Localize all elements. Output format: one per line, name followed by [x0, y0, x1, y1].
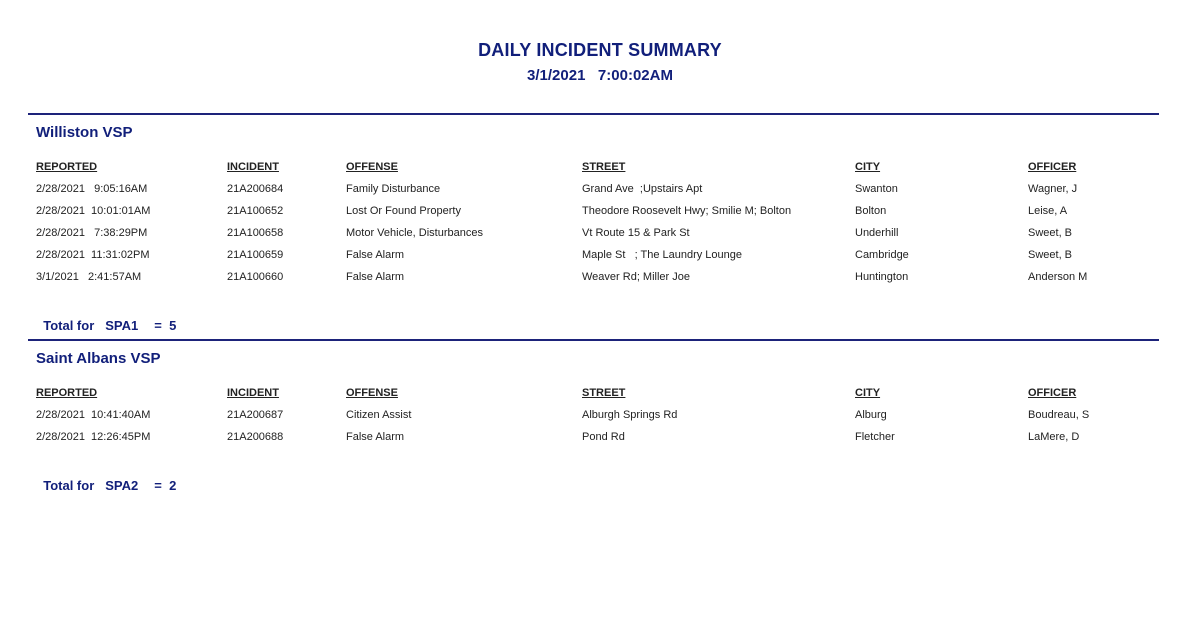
cell-city: Swanton	[855, 183, 898, 195]
cell-street: Theodore Roosevelt Hwy; Smilie M; Bolton	[582, 205, 792, 217]
col-header-reported: REPORTED	[36, 161, 98, 173]
section-divider	[28, 113, 1159, 115]
col-header-offense: OFFENSE	[346, 161, 398, 173]
cell-offense: Motor Vehicle, Disturbances	[346, 227, 483, 239]
col-header-incident: INCIDENT	[227, 387, 279, 399]
cell-offense: Lost Or Found Property	[346, 205, 461, 217]
col-header-officer: OFFICER	[1028, 161, 1077, 173]
cell-reported: 3/1/2021 2:41:57AM	[36, 271, 142, 283]
cell-incident: 21A200687	[227, 409, 284, 421]
cell-street: Grand Ave ;Upstairs Apt	[582, 183, 703, 195]
total-code: SPA1	[105, 318, 139, 333]
cell-reported: 2/28/2021 7:38:29PM	[36, 227, 148, 239]
cell-incident: 21A100652	[227, 205, 284, 217]
report-title: DAILY INCIDENT SUMMARY	[478, 40, 722, 60]
cell-officer: Sweet, B	[1028, 249, 1073, 261]
cell-reported: 2/28/2021 12:26:45PM	[36, 431, 151, 443]
cell-officer: Sweet, B	[1028, 227, 1073, 239]
table-row	[0, 429, 1200, 445]
cell-offense: Family Disturbance	[346, 183, 441, 195]
table-row	[0, 269, 1200, 285]
col-header-street: STREET	[582, 387, 626, 399]
section-title-saint-albans: Saint Albans VSP	[36, 350, 161, 367]
cell-reported: 2/28/2021 10:01:01AM	[36, 205, 151, 217]
cell-incident: 21A200684	[227, 183, 284, 195]
cell-reported: 2/28/2021 11:31:02PM	[36, 249, 150, 261]
section-divider	[28, 339, 1159, 341]
col-header-city: CITY	[855, 387, 881, 399]
section-title-williston: Williston VSP	[36, 124, 133, 141]
cell-city: Fletcher	[855, 431, 895, 443]
total-value: = 5	[154, 318, 177, 333]
cell-reported: 2/28/2021 10:41:40AM	[36, 409, 151, 421]
col-header-officer: OFFICER	[1028, 387, 1077, 399]
col-header-street: STREET	[582, 161, 626, 173]
table-row	[0, 247, 1200, 263]
cell-officer: LaMere, D	[1028, 431, 1080, 443]
cell-incident: 21A100659	[227, 249, 284, 261]
cell-street: Maple St ; The Laundry Lounge	[582, 249, 743, 261]
total-label: Total for	[43, 478, 95, 493]
table-row	[0, 407, 1200, 423]
col-header-reported: REPORTED	[36, 387, 98, 399]
col-header-city: CITY	[855, 161, 881, 173]
col-header-offense: OFFENSE	[346, 387, 398, 399]
cell-officer: Wagner, J	[1028, 183, 1078, 195]
cell-street: Alburgh Springs Rd	[582, 409, 678, 421]
cell-city: Huntington	[855, 271, 909, 283]
cell-city: Underhill	[855, 227, 899, 239]
table-row	[0, 181, 1200, 197]
cell-incident: 21A100660	[227, 271, 284, 283]
cell-incident: 21A200688	[227, 431, 284, 443]
cell-street: Weaver Rd; Miller Joe	[582, 271, 690, 283]
cell-street: Vt Route 15 & Park St	[582, 227, 690, 239]
cell-officer: Anderson M	[1028, 271, 1088, 283]
section-total	[36, 463, 176, 493]
cell-city: Bolton	[855, 205, 887, 217]
col-header-incident: INCIDENT	[227, 161, 279, 173]
table-row	[0, 203, 1200, 219]
section-total	[36, 303, 176, 333]
cell-reported: 2/28/2021 9:05:16AM	[36, 183, 148, 195]
table-row	[0, 225, 1200, 241]
cell-incident: 21A100658	[227, 227, 284, 239]
table-header	[0, 385, 1200, 401]
cell-city: Cambridge	[855, 249, 909, 261]
cell-street: Pond Rd	[582, 431, 625, 443]
total-code: SPA2	[105, 478, 139, 493]
cell-officer: Boudreau, S	[1028, 409, 1090, 421]
report-datetime: 3/1/2021 7:00:02AM	[527, 67, 673, 84]
cell-offense: False Alarm	[346, 249, 405, 261]
cell-offense: False Alarm	[346, 271, 405, 283]
cell-city: Alburg	[855, 409, 887, 421]
total-value: = 2	[154, 478, 177, 493]
total-label: Total for	[43, 318, 95, 333]
cell-offense: Citizen Assist	[346, 409, 412, 421]
cell-offense: False Alarm	[346, 431, 405, 443]
table-header	[0, 159, 1200, 175]
cell-officer: Leise, A	[1028, 205, 1068, 217]
